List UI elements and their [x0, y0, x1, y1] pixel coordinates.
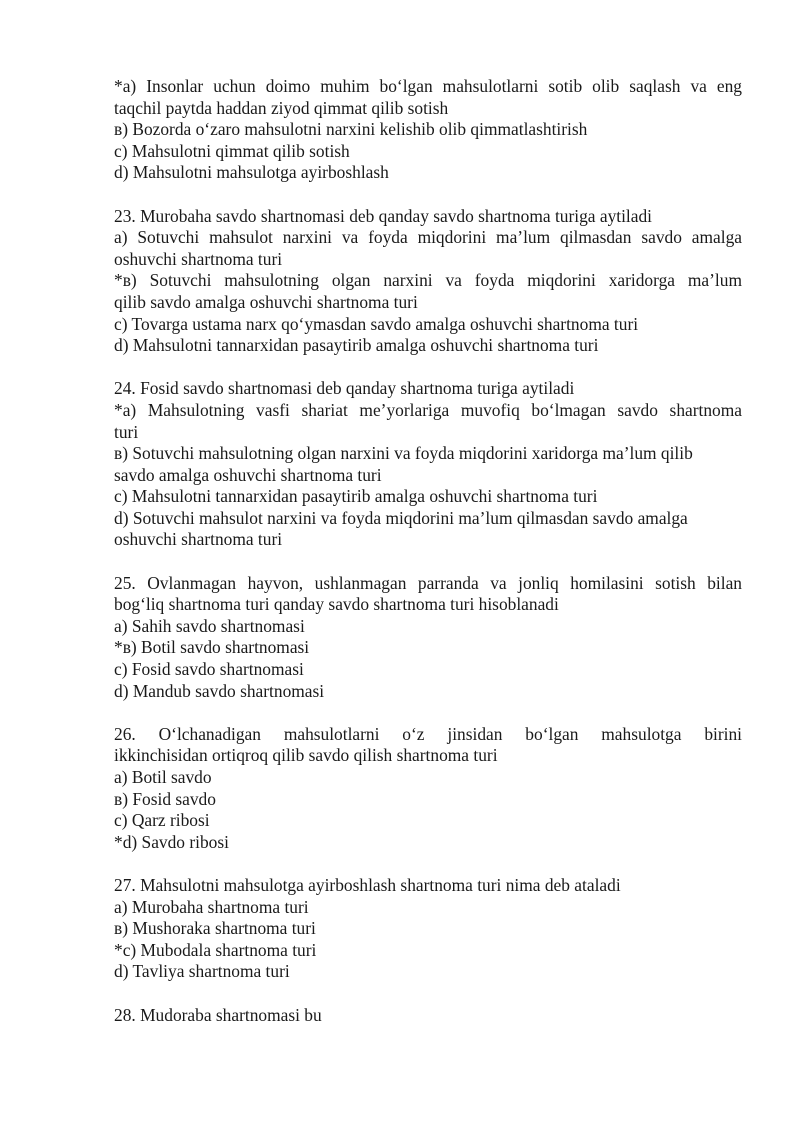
option-a: a) Murobaha shartnoma turi — [114, 896, 309, 917]
question-text: 28. Mudoraba shartnomasi bu — [114, 1004, 322, 1025]
question-text: 24. Fosid savdo shartnomasi deb qanday shartnoma turiga aytiladi — [114, 378, 575, 399]
option-d: d) Mahsulotni tannarxidan pasaytirib amalga oshuvchi shartnoma turi — [114, 335, 599, 356]
spacer — [114, 702, 742, 724]
option-a-line-2: turi — [114, 421, 139, 442]
spacer — [114, 551, 742, 573]
option-d: *d) Savdo ribosi — [114, 831, 229, 852]
option-a-line-1: a) Sotuvchi mahsulot narxini va foyda miqdorini ma’lum qilmasdan savdo amalga — [114, 227, 742, 248]
spacer — [114, 853, 742, 875]
option-d: d) Mandub savdo shartnomasi — [114, 680, 325, 701]
option-d: d) Mahsulotni mahsulotga ayirboshlash — [114, 162, 389, 183]
question-23 — [114, 206, 742, 357]
option-c: c) Fosid savdo shartnomasi — [114, 659, 304, 680]
option-c: c) Mahsulotni tannarxidan pasaytirib amalga oshuvchi shartnoma turi — [114, 486, 598, 507]
option-c: *c) Mubodala shartnoma turi — [114, 939, 317, 960]
question-27 — [114, 875, 742, 983]
option-d-line-2: oshuvchi shartnoma turi — [114, 529, 283, 550]
document-page — [114, 76, 742, 1026]
option-b-line-1: *в) Sotuvchi mahsulotning olgan narxini va foyda miqdorini xaridorga ma’lum — [114, 270, 742, 291]
question-26 — [114, 724, 742, 854]
option-b: в) Fosid savdo — [114, 788, 216, 809]
option-d: d) Tavliya shartnoma turi — [114, 961, 290, 982]
option-d-line-1: d) Sotuvchi mahsulot narxini va foyda miqdorini ma’lum qilmasdan savdo amalga — [114, 507, 688, 528]
option-a: a) Botil savdo — [114, 767, 212, 787]
option-c: c) Mahsulotni qimmat qilib sotish — [114, 140, 350, 161]
option-c: c) Qarz ribosi — [114, 810, 210, 831]
option-a-line-2: oshuvchi shartnoma turi — [114, 248, 283, 269]
question-text-line-2: bog‘liq shartnoma turi qanday savdo shartnoma turi hisoblanadi — [114, 594, 559, 615]
option-b-line-1: в) Sotuvchi mahsulotning olgan narxini va foyda miqdorini xaridorga ma’lum qilib — [114, 443, 693, 464]
question-text: 23. Murobaha savdo shartnomasi deb qanday savdo shartnoma turiga aytiladi — [114, 205, 653, 226]
question-25 — [114, 573, 742, 703]
option-b: *в) Botil savdo shartnomasi — [114, 637, 310, 658]
option-b-line-2: qilib savdo amalga oshuvchi shartnoma turi — [114, 291, 418, 312]
option-a: a) Sahih savdo shartnomasi — [114, 615, 305, 636]
question-text-line-1: 25. Ovlanmagan hayvon, ushlanmagan parranda va jonliq homilasini sotish bilan — [114, 572, 742, 593]
option-b: в) Mushoraka shartnoma turi — [114, 918, 316, 939]
spacer — [114, 357, 742, 379]
question-24 — [114, 378, 742, 551]
question-text-line-2: ikkinchisidan ortiqroq qilib savdo qilish shartnoma turi — [114, 745, 498, 766]
question-28 — [114, 1005, 742, 1027]
option-a-line-2: taqchil paytda haddan ziyod qimmat qilib sotish — [114, 97, 449, 118]
intro-options — [114, 76, 742, 184]
option-c: c) Tovarga ustama narx qo‘ymasdan savdo amalga oshuvchi shartnoma turi — [114, 313, 639, 334]
question-text-line-1: 26. O‘lchanadigan mahsulotlarni o‘z jinsidan bo‘lgan mahsulotga birini — [114, 723, 742, 744]
question-text: 27. Mahsulotni mahsulotga ayirboshlash shartnoma turi nima deb ataladi — [114, 874, 621, 895]
spacer — [114, 983, 742, 1005]
option-b-line-2: savdo amalga oshuvchi shartnoma turi — [114, 464, 382, 485]
option-a-line-1: *a) Mahsulotning vasfi shariat me’yorlariga muvofiq bo‘lmagan savdo shartnoma — [114, 399, 742, 420]
option-b: в) Bozorda o‘zaro mahsulotni narxini kelishib olib qimmatlashtirish — [114, 119, 588, 140]
spacer — [114, 184, 742, 206]
option-a-line-1: *a) Insonlar uchun doimo muhim bo‘lgan mahsulotlarni sotib olib saqlash va eng — [114, 76, 742, 96]
